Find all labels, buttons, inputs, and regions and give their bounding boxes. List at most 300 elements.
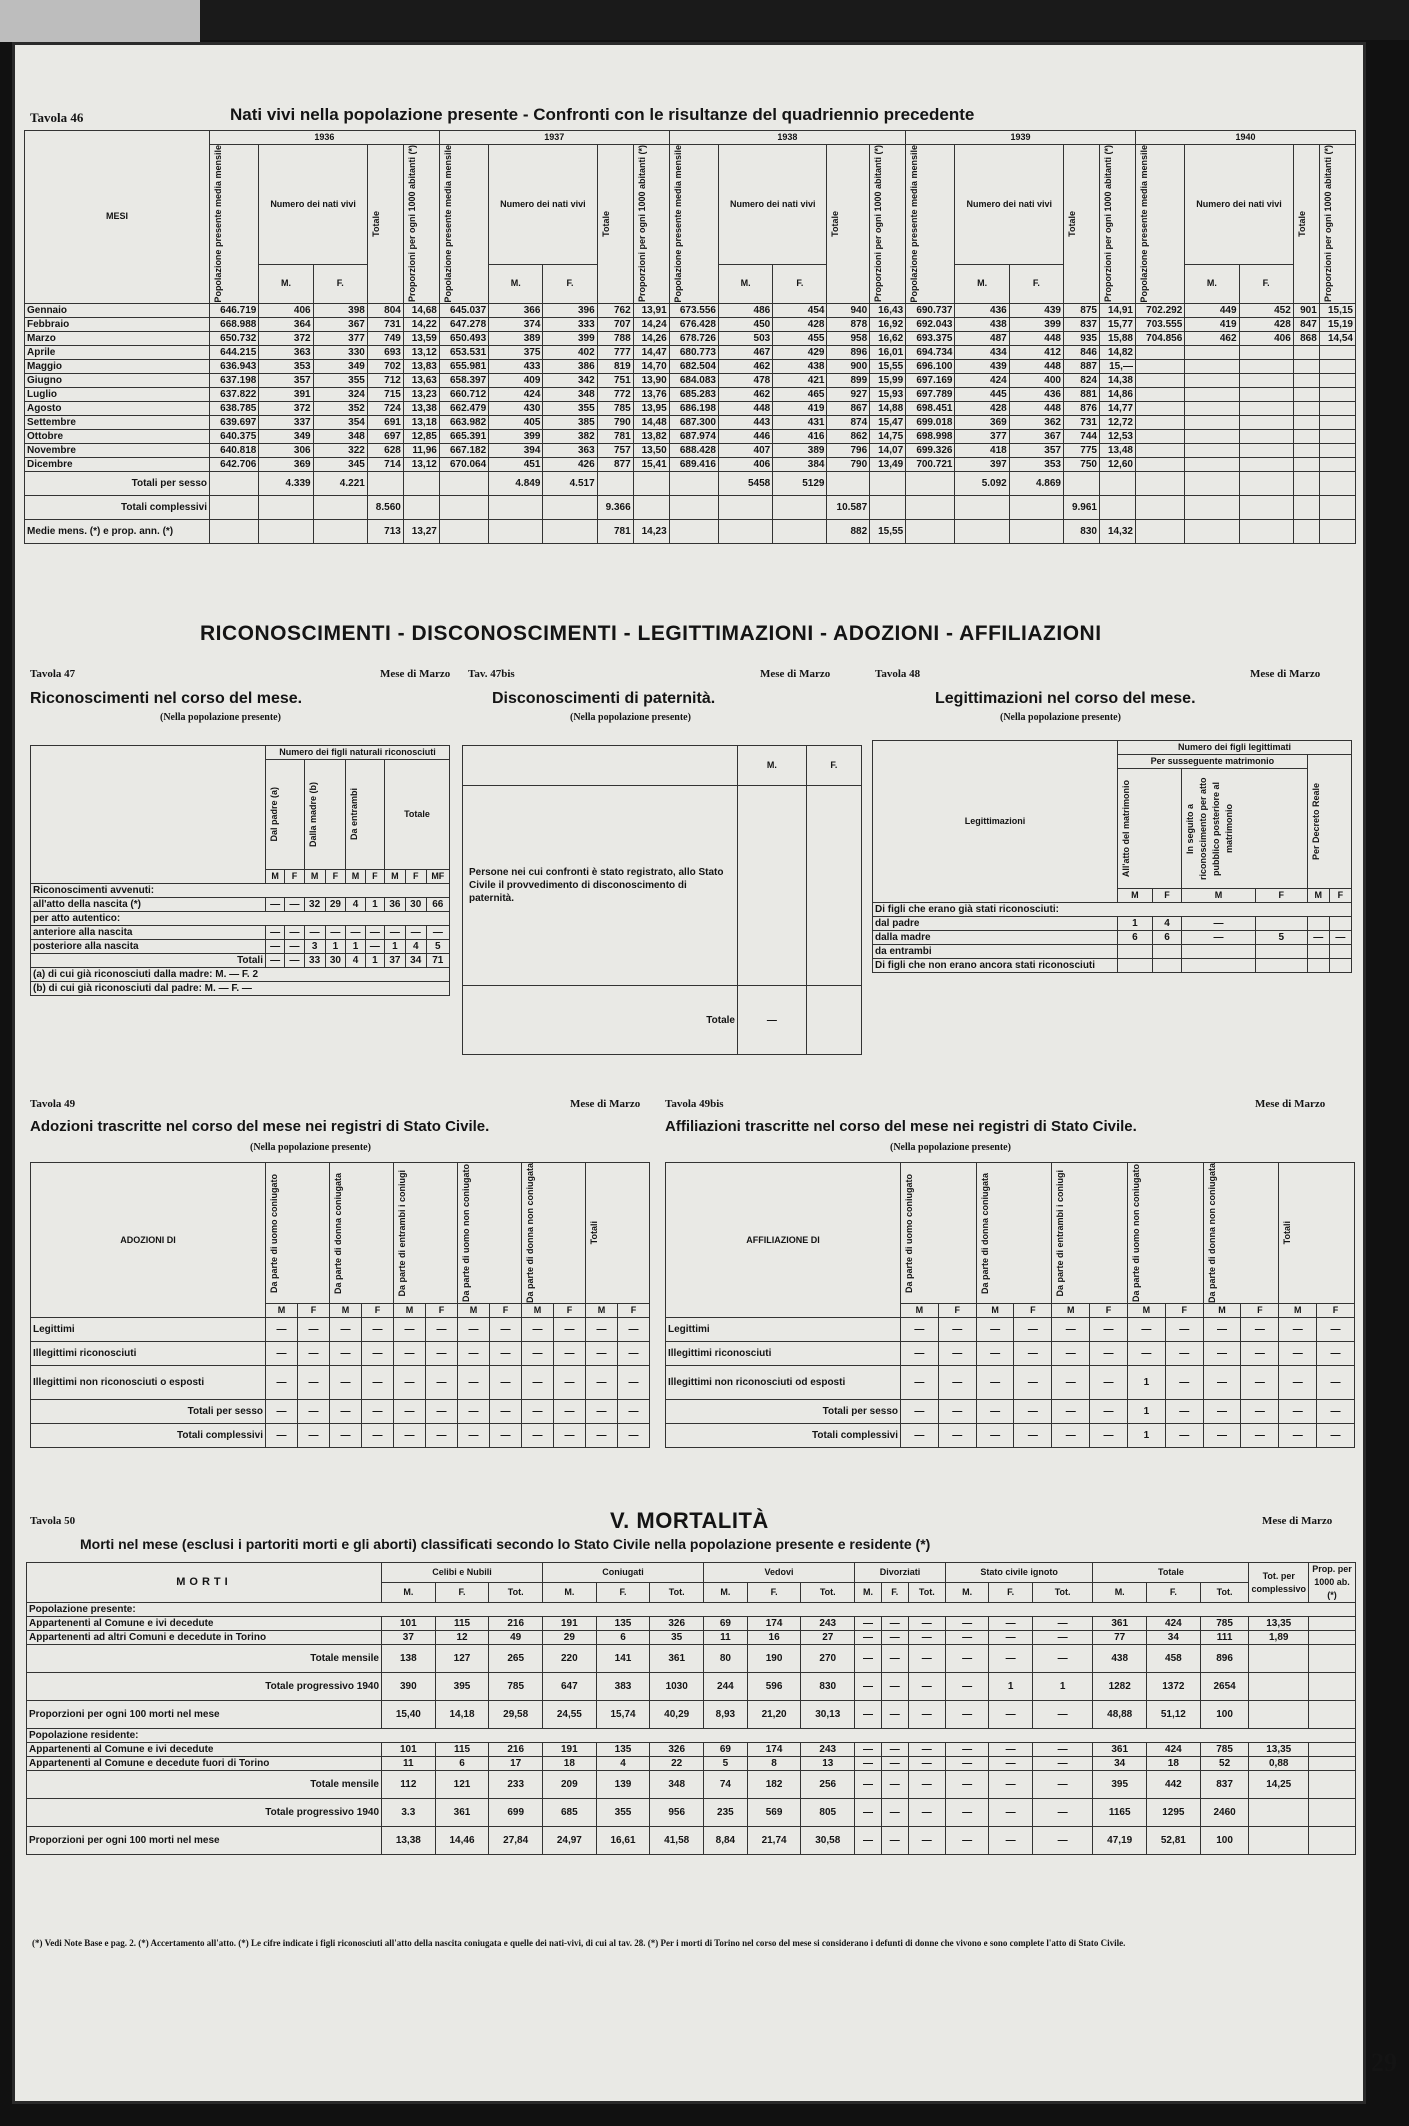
t48-table (872, 740, 1352, 973)
t49-cell: — (426, 1366, 458, 1400)
t47b-label: Tav. 47bis (468, 668, 515, 680)
t47-cell: 1 (325, 940, 346, 954)
t50-cell: 69 (704, 1617, 748, 1631)
t48-mf: M (1182, 889, 1256, 903)
t46-col-prop-label: Proporzioni per ogni 1000 abitanti (*) (406, 145, 417, 303)
t50-cell: 24,55 (543, 1701, 597, 1729)
table-row (25, 359, 1356, 373)
t50-cell: 326 (650, 1617, 704, 1631)
t46-cell: 775 (1063, 443, 1099, 457)
t46-cell: 12,85 (403, 429, 439, 443)
t46-tot-compl-label: Totali complessivi (25, 495, 210, 519)
t50-cell: 830 (801, 1673, 855, 1701)
t46-cell: 419 (1185, 317, 1239, 331)
t49-cell: — (490, 1366, 522, 1400)
t50-cell: 1295 (1147, 1799, 1201, 1827)
t50-cell: 424 (1147, 1743, 1201, 1757)
t50-cell: 395 (435, 1673, 489, 1701)
t50-cell: 896 (1200, 1645, 1249, 1673)
t46-cell: 881 (1063, 387, 1099, 401)
t49-cell: — (554, 1366, 586, 1400)
t46-cell: 796 (827, 443, 870, 457)
t48-mf: F (1329, 889, 1351, 903)
t47-cell: 36 (385, 898, 406, 912)
t49b-col-3: Da parte di uomo non coniugato (1130, 1164, 1141, 1302)
t49-table (30, 1162, 650, 1448)
t50-cell: 361 (1093, 1743, 1147, 1757)
t46-cell: 673.556 (669, 303, 718, 317)
t46-f: F. (543, 265, 597, 304)
t50-cell: — (908, 1673, 945, 1701)
table-row (25, 443, 1356, 457)
t49b-mf: F (938, 1304, 976, 1318)
t50-cell: — (855, 1701, 882, 1729)
t50-cell: — (881, 1631, 908, 1645)
t49b-cell: — (1165, 1400, 1203, 1424)
t50-group: Totale (1093, 1563, 1249, 1583)
t46-month: Gennaio (25, 303, 210, 317)
t50-cell: 18 (543, 1757, 597, 1771)
t50-cell: 699 (489, 1799, 543, 1827)
t49-cell: — (458, 1342, 490, 1366)
t50-cell: — (945, 1645, 989, 1673)
t46-cell: 438 (773, 359, 827, 373)
t50-mft: F. (435, 1583, 489, 1603)
t46-cell: 462 (1185, 331, 1239, 345)
t46-cell (1135, 443, 1184, 457)
t46-cell: 900 (827, 359, 870, 373)
t46-tot-sesso: 4.849 (489, 471, 543, 495)
t50-mft: F. (881, 1583, 908, 1603)
t46-cell: 13,95 (633, 401, 669, 415)
t49-cell: — (330, 1342, 362, 1366)
t46-cell (1319, 401, 1355, 415)
t50-cell: 265 (489, 1645, 543, 1673)
t49b-mf: F (1090, 1304, 1128, 1318)
t48-cell: 1 (1118, 917, 1153, 931)
t50-cell: 52 (1200, 1757, 1249, 1771)
t46-cell: 406 (718, 457, 772, 471)
t46-cell: 333 (543, 317, 597, 331)
t49-row: Illegittimi riconosciuti (31, 1342, 266, 1366)
t46-cell: 697.169 (906, 373, 955, 387)
t50-cell: — (1032, 1757, 1092, 1771)
t49b-cell: — (1014, 1342, 1052, 1366)
t46-cell: 667.182 (439, 443, 488, 457)
t49-cell: — (426, 1424, 458, 1448)
t50-cell: — (945, 1771, 989, 1799)
t46-cell: 645.037 (439, 303, 488, 317)
t47-head: Numero dei figli naturali riconosciuti (266, 746, 450, 760)
t46-cell (1239, 443, 1293, 457)
t46-cell: 424 (955, 373, 1009, 387)
t50-cell: — (855, 1631, 882, 1645)
t49b-cell: — (1090, 1424, 1128, 1448)
t46-cell: 377 (313, 331, 367, 345)
t49-cell: — (618, 1318, 650, 1342)
t50-cell: 647 (543, 1673, 597, 1701)
t46-cell (1293, 359, 1319, 373)
t47-cell: 30 (325, 954, 346, 968)
t49b-mf: F (1014, 1304, 1052, 1318)
t46-col-pop (439, 145, 488, 304)
t46-cell: 349 (313, 359, 367, 373)
t47-cell: 37 (385, 954, 406, 968)
t50-cell: — (908, 1827, 945, 1855)
t50-cell: — (1032, 1701, 1092, 1729)
t49-col-4: Da parte di donna non coniugata (525, 1163, 535, 1304)
t46-cell: 424 (489, 387, 543, 401)
t47-mese: Mese di Marzo (380, 668, 451, 680)
t46-col-prop (1319, 145, 1355, 304)
t50-cell: 24,97 (543, 1827, 597, 1855)
t50-cell: — (1032, 1799, 1092, 1827)
t49-label: Tavola 49 (30, 1098, 76, 1110)
t46-cell: 367 (313, 317, 367, 331)
t50-cell: 11 (704, 1631, 748, 1645)
t49b-label: Tavola 49bis (665, 1098, 724, 1110)
t50-cell: 12 (435, 1631, 489, 1645)
t50-cell: 1165 (1093, 1799, 1147, 1827)
t50-cell (1249, 1645, 1309, 1673)
scan-top-band (0, 0, 1409, 40)
t46-cell: 14,82 (1099, 345, 1135, 359)
t46-cell: 676.428 (669, 317, 718, 331)
t50-cell: 47,19 (1093, 1827, 1147, 1855)
t49b-row: Totali complessivi (666, 1424, 901, 1448)
t50-cell: 458 (1147, 1645, 1201, 1673)
t49b-cell: — (1052, 1366, 1090, 1400)
t49-mese: Mese di Marzo (570, 1098, 641, 1110)
t46-cell (1293, 401, 1319, 415)
t47-mf: F (285, 870, 304, 884)
t49b-sub: (Nella popolazione presente) (890, 1142, 1011, 1153)
t46-col-totale (367, 145, 403, 304)
t49-cell: — (554, 1424, 586, 1448)
t50-cell: 34 (1147, 1631, 1201, 1645)
t46-cell: 878 (827, 317, 870, 331)
t46-col-totale (1293, 145, 1319, 304)
t50-cell: — (881, 1645, 908, 1673)
t50-cell: 139 (596, 1771, 650, 1799)
t46-cell: 685.283 (669, 387, 718, 401)
t46-cell: 691 (367, 415, 403, 429)
t46-cell (1185, 387, 1239, 401)
t49-cell: — (298, 1400, 330, 1424)
t46-col-pop (669, 145, 718, 304)
table-row (25, 331, 1356, 345)
t49b-col-0: Da parte di uomo coniugato (904, 1173, 914, 1293)
t49-cell: — (266, 1400, 298, 1424)
t46-cell (1239, 415, 1293, 429)
t46-cell: 781 (597, 429, 633, 443)
t46-col-pop-label: Popolazione presente media mensile (213, 145, 223, 303)
t48-mf: M (1118, 889, 1153, 903)
t49b-cell: — (1127, 1318, 1165, 1342)
t50-res-r5: Proporzioni per ogni 100 morti nel mese (27, 1827, 382, 1855)
t46-cell: 637.822 (210, 387, 259, 401)
t46-col-numero: Numero dei nati vivi (955, 145, 1064, 265)
t50-cell: 216 (489, 1743, 543, 1757)
t49b-mese: Mese di Marzo (1255, 1098, 1326, 1110)
t49b-cell: — (1014, 1318, 1052, 1342)
t50-cell: 16 (747, 1631, 801, 1645)
t46-col-numero: Numero dei nati vivi (489, 145, 598, 265)
t46-title: Nati vivi nella popolazione presente - Confronti con le risultanze del quadriennio precedente (230, 105, 975, 124)
t50-cell: 805 (801, 1799, 855, 1827)
t46-col-numero: Numero dei nati vivi (1185, 145, 1294, 265)
t46-cell: 697 (367, 429, 403, 443)
t46-cell (1135, 401, 1184, 415)
t46-tot-compl: 9.961 (1063, 495, 1099, 519)
t46-cell: 678.726 (669, 331, 718, 345)
t46-cell: 668.988 (210, 317, 259, 331)
t49b-cell: — (1165, 1366, 1203, 1400)
t50-cell: — (855, 1617, 882, 1631)
t50-cell: 29 (543, 1631, 597, 1645)
t46-cell: 13,12 (403, 345, 439, 359)
t50-cell: — (989, 1743, 1033, 1757)
t46-cell: 819 (597, 359, 633, 373)
t49b-cell: — (1203, 1318, 1241, 1342)
t50-mft: M. (945, 1583, 989, 1603)
t50-cell: — (1032, 1645, 1092, 1673)
t49-mf: M (458, 1304, 490, 1318)
t46-cell: 369 (955, 415, 1009, 429)
t46-col-pop-label: Popolazione presente media mensile (1138, 145, 1149, 303)
t46-year-1939: 1939 (906, 131, 1136, 145)
t50-cell: — (908, 1701, 945, 1729)
t50-cell: 100 (1200, 1701, 1249, 1729)
t49b-cell: — (1052, 1318, 1090, 1342)
t47b-totale: Totale (463, 986, 738, 1055)
table-row (666, 1424, 1355, 1448)
t50-cell: — (989, 1771, 1033, 1799)
t46-cell: 14,07 (870, 443, 906, 457)
t50-cell: 30,58 (801, 1827, 855, 1855)
t46-col-prop (403, 145, 439, 304)
t50-cell: 243 (801, 1617, 855, 1631)
t49b-cell: 1 (1127, 1424, 1165, 1448)
t49-cell: — (266, 1366, 298, 1400)
t49-cell: — (330, 1400, 362, 1424)
t46-cell: 443 (718, 415, 772, 429)
t46-cell: 439 (1009, 303, 1063, 317)
t46-cell: 362 (1009, 415, 1063, 429)
t50-cell: 5 (704, 1757, 748, 1771)
t46-cell: 363 (543, 443, 597, 457)
t46-col-totale-label: Totale (830, 210, 841, 237)
t46-cell: 16,62 (870, 331, 906, 345)
t49b-mf: M (1279, 1304, 1317, 1318)
t50-cell: 191 (543, 1617, 597, 1631)
t50-cell: 1 (1032, 1673, 1092, 1701)
t48-head: Numero dei figli legittimati (1118, 741, 1352, 755)
t46-cell: 694.734 (906, 345, 955, 359)
table-row (31, 1424, 650, 1448)
t48-mf: F (1255, 889, 1307, 903)
t46-f: F. (313, 265, 367, 304)
t46-cell: 699.326 (906, 443, 955, 457)
t47-cell: — (266, 940, 285, 954)
t46-cell: 693 (367, 345, 403, 359)
t46-cell: 772 (597, 387, 633, 401)
t46-cell: 699.018 (906, 415, 955, 429)
t46-month: Novembre (25, 443, 210, 457)
t50-cell (1249, 1673, 1309, 1701)
t46-cell: 357 (259, 373, 313, 387)
t46-cell: 349 (259, 429, 313, 443)
t46-cell: 342 (543, 373, 597, 387)
t49-cell: — (426, 1342, 458, 1366)
t46-m: M. (1185, 265, 1239, 304)
t50-cell: 51,12 (1147, 1701, 1201, 1729)
t46-cell (1293, 387, 1319, 401)
t46-col-numero: Numero dei nati vivi (718, 145, 827, 265)
t46-cell (1239, 373, 1293, 387)
t47b-title: Disconoscimenti di paternità. (492, 690, 716, 707)
t46-cell: 455 (773, 331, 827, 345)
t50-cell: — (989, 1645, 1033, 1673)
t50-cell: 233 (489, 1771, 543, 1799)
t50-group: Tot. per complessivo (1249, 1563, 1309, 1603)
page-number: 29 (1371, 2048, 1397, 2077)
t49b-cell: — (1241, 1424, 1279, 1448)
t50-cell: 37 (382, 1631, 436, 1645)
t49-cell: — (458, 1400, 490, 1424)
t46-cell: 15,99 (870, 373, 906, 387)
t46-cell: 628 (367, 443, 403, 457)
t46-cell: 15,88 (1099, 331, 1135, 345)
t46-month: Dicembre (25, 457, 210, 471)
t49b-cell: — (1241, 1400, 1279, 1424)
t50-cell: 101 (382, 1743, 436, 1757)
t46-tot-compl: 10.587 (827, 495, 870, 519)
t50-cell: 141 (596, 1645, 650, 1673)
t46-cell (1319, 359, 1355, 373)
t50-cell: — (855, 1673, 882, 1701)
t50-cell: 14,25 (1249, 1771, 1309, 1799)
t49b-cell: — (938, 1400, 976, 1424)
t46-cell (1293, 443, 1319, 457)
t50-row-head: MORTI (27, 1563, 382, 1603)
t47-cell: 1 (385, 940, 406, 954)
t46-cell: 448 (718, 401, 772, 415)
t50-cell: 21,74 (747, 1827, 801, 1855)
t46-col-totale (1063, 145, 1099, 304)
t49-cell: — (330, 1318, 362, 1342)
t49-mf: F (618, 1304, 650, 1318)
t46-cell (1185, 401, 1239, 415)
t46-cell: 375 (489, 345, 543, 359)
t50-title: Morti nel mese (esclusi i partoriti morti e gli aborti) classificati secondo lo Stato Civile nella popolazione presente e residente (*) (80, 1536, 931, 1552)
t50-cell: 15,74 (596, 1701, 650, 1729)
t46-cell: 14,47 (633, 345, 669, 359)
t46-cell: 13,50 (633, 443, 669, 457)
t46-cell: 428 (773, 317, 827, 331)
t49b-cell: — (1203, 1342, 1241, 1366)
t46-cell: 637.198 (210, 373, 259, 387)
t46-col-prop (633, 145, 669, 304)
t50-cell: 34 (1093, 1757, 1147, 1771)
t49-cell: — (522, 1366, 554, 1400)
t46-medie: 15,55 (870, 519, 906, 543)
t50-cell: 21,20 (747, 1701, 801, 1729)
t47-mf: F (405, 870, 426, 884)
t49b-cell: — (1052, 1342, 1090, 1366)
t46-cell (1185, 429, 1239, 443)
t46-cell: 692.043 (906, 317, 955, 331)
t50-notes: (*) Vedi Note Base e pag. 2. (*) Accertamento all'atto. (*) Le cifre indicate i figli riconosciuti all'atto della nascita coniugata e quelle dei nati-vivi, di cui al tav. 28. (*) Per i morti di Torino nel corso del mese si considerano i defunti di donne che vivono e sono complete l'atto di Stato Civile. (32, 1938, 1126, 1948)
t46-cell (1293, 345, 1319, 359)
t49b-row: Legittimi (666, 1318, 901, 1342)
t50-cell: 361 (435, 1799, 489, 1827)
t50-cell: — (945, 1701, 989, 1729)
t46-cell: 875 (1063, 303, 1099, 317)
t50-cell: 112 (382, 1771, 436, 1799)
t46-cell (1319, 457, 1355, 471)
table-row (25, 387, 1356, 401)
t49-cell: — (586, 1400, 618, 1424)
t46-cell (1293, 373, 1319, 387)
t48-row-head: Legittimazioni (873, 741, 1118, 903)
t46-cell: 436 (955, 303, 1009, 317)
t50-cell: 77 (1093, 1631, 1147, 1645)
t50-cell: — (908, 1757, 945, 1771)
t49b-cell: — (1203, 1400, 1241, 1424)
t50-res-r1: Appartenenti al Comune e ivi decedute (27, 1743, 382, 1757)
t50-cell: — (855, 1827, 882, 1855)
t49-row: Legittimi (31, 1318, 266, 1342)
t46-cell: 398 (313, 303, 367, 317)
t49-title: Adozioni trascritte nel corso del mese nei registri di Stato Civile. (30, 1118, 490, 1135)
t47-mf: M (385, 870, 406, 884)
t49-cell: — (458, 1318, 490, 1342)
t50-table (26, 1562, 1356, 1855)
t50-cell: 8 (747, 1757, 801, 1771)
table-row (25, 415, 1356, 429)
t46-col-pop (210, 145, 259, 304)
t46-month: Ottobre (25, 429, 210, 443)
t47-cell: — (285, 926, 304, 940)
t46-month: Aprile (25, 345, 210, 359)
t46-cell (1319, 345, 1355, 359)
t46-cell: 663.982 (439, 415, 488, 429)
t46-cell: 12,60 (1099, 457, 1135, 471)
t46-cell: 14,91 (1099, 303, 1135, 317)
t46-cell: 396 (543, 303, 597, 317)
t50-cell: 4 (596, 1757, 650, 1771)
t47b-text: Persone nei cui confronti è stato registrato, allo Stato Civile il provvedimento di disconoscimento di paternità. (463, 786, 738, 986)
t49-cell: — (586, 1366, 618, 1400)
t46-medie-label: Medie mens. (*) e prop. ann. (*) (25, 519, 210, 543)
t47-r3: per atto autentico: (31, 912, 450, 926)
t50-cell: 27 (801, 1631, 855, 1645)
t46-cell: 636.943 (210, 359, 259, 373)
t50-cell: 569 (747, 1799, 801, 1827)
t46-col-prop (1099, 145, 1135, 304)
t50-cell: 0,88 (1249, 1757, 1309, 1771)
t46-cell: 15,93 (870, 387, 906, 401)
t46-cell: 385 (543, 415, 597, 429)
t49b-cell: — (1165, 1424, 1203, 1448)
t50-cell: 326 (650, 1743, 704, 1757)
t46-cell: 665.391 (439, 429, 488, 443)
t50-cell: 14,18 (435, 1701, 489, 1729)
t46-cell: 698.451 (906, 401, 955, 415)
t46-cell: 757 (597, 443, 633, 457)
t46-cell: 391 (259, 387, 313, 401)
